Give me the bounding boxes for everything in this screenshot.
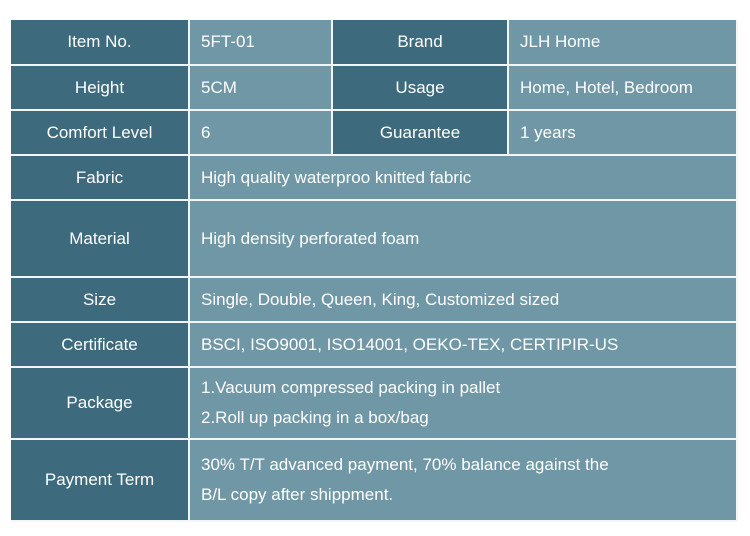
size-value: Single, Double, Queen, King, Customized sized <box>190 278 738 323</box>
comfort-level-value: 6 <box>190 111 333 156</box>
fabric-label: Fabric <box>11 156 190 201</box>
usage-value: Home, Hotel, Bedroom <box>509 66 738 111</box>
item-no-label: Item No. <box>11 20 190 66</box>
usage-label: Usage <box>333 66 509 111</box>
payment-term-label: Payment Term <box>11 440 190 522</box>
payment-term-line-1: 30% T/T advanced payment, 70% balance against the <box>201 455 609 474</box>
item-no-value: 5FT-01 <box>190 20 333 66</box>
payment-term-value <box>190 440 738 522</box>
guarantee-label: Guarantee <box>333 111 509 156</box>
payment-term-line-2: B/L copy after shippment. <box>201 485 394 504</box>
fabric-value: High quality waterproo knitted fabric <box>190 156 738 201</box>
brand-value: JLH Home <box>509 20 738 66</box>
material-value: High density perforated foam <box>190 201 738 278</box>
material-label: Material <box>11 201 190 278</box>
comfort-level-label: Comfort Level <box>11 111 190 156</box>
certificate-value: BSCI, ISO9001, ISO14001, OEKO-TEX, CERTIPIR-US <box>190 323 738 368</box>
size-label: Size <box>11 278 190 323</box>
brand-label: Brand <box>333 20 509 66</box>
height-label: Height <box>11 66 190 111</box>
package-line-1: 1.Vacuum compressed packing in pallet <box>201 378 501 397</box>
certificate-label: Certificate <box>11 323 190 368</box>
guarantee-value: 1 years <box>509 111 738 156</box>
product-spec-table <box>11 20 738 522</box>
height-value: 5CM <box>190 66 333 111</box>
package-value <box>190 368 738 440</box>
package-label: Package <box>11 368 190 440</box>
package-line-2: 2.Roll up packing in a box/bag <box>201 408 429 427</box>
